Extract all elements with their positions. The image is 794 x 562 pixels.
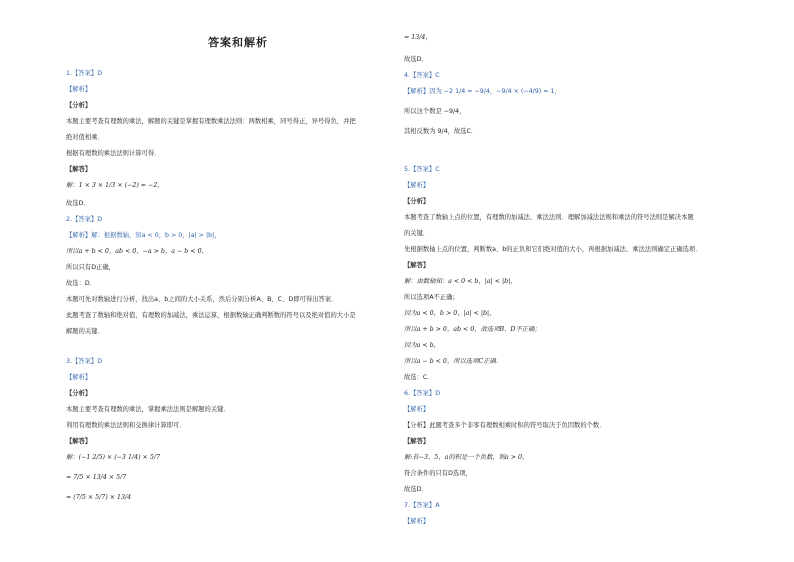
right-text-line: 先根据数轴上点的位置，判断数a、b的正负和它们绝对值的大小，再根据加减法、乘法法则确定正确选项． <box>404 246 702 253</box>
right-text-line: 【分析】此题考查多个非零有理数相乘时积的符号取决于负因数的个数． <box>404 422 606 429</box>
left-text-line: 【解析】解：根据数轴，知a < 0，b > 0，|a| > |b|， <box>66 232 221 239</box>
left-text-line: 【分析】 <box>66 390 92 397</box>
left-text-line: 故选D． <box>66 200 90 207</box>
right-text-line: 解：由数轴知：a < 0 < b，|a| < |b|， <box>404 278 517 285</box>
left-text-line: 利用有理数的乘法法则和交换律计算即可． <box>66 422 186 429</box>
left-text-line: = (7/5 × 5/7) × 13/4 <box>66 494 132 501</box>
right-text-line: 所以这个数是 −9/4， <box>404 108 466 115</box>
left-text-line: 解题的关键． <box>66 328 104 335</box>
left-text-line: 【解答】 <box>66 166 92 173</box>
right-text-line: 所以选项A不正确； <box>404 294 459 301</box>
left-text-line: 解：1 × 3 × 1/3 × (−2) = −2， <box>66 182 164 189</box>
right-text-line: 因为a < b， <box>404 342 440 349</box>
right-text-line: 4.【答案】C <box>404 72 440 79</box>
left-text-line: 本题主要考查有理数的乘法，解题的关键是掌握有理数乘法法则：两数相乘，同号得正，异号得负，并把 <box>66 118 356 125</box>
right-text-line: 故选D． <box>404 486 428 493</box>
left-text-line: 本题主要考查有理数的乘法，掌握乘法法则是解题的关键． <box>66 406 230 413</box>
left-text-line: 所以a + b < 0，ab < 0，−a > b，a − b < 0， <box>66 248 208 255</box>
right-text-line: 【分析】 <box>404 198 430 205</box>
left-text-line: 1.【答案】D <box>66 70 103 77</box>
left-text-line: 绝对值相乘． <box>66 134 104 141</box>
right-text-line: 所以a − b < 0，所以选项C正确． <box>404 358 503 365</box>
left-text-line: 【分析】 <box>66 102 92 109</box>
left-text-line: 故选：D． <box>66 280 97 287</box>
right-text-line: 解:若−3、5、a的积是一个负数，则a > 0， <box>404 454 529 461</box>
right-text-line: 其相反数为 9/4，故选C． <box>404 128 478 135</box>
right-text-line: 【解答】 <box>404 262 430 269</box>
left-text-line: 所以只有D正确， <box>66 264 115 271</box>
right-text-line: 6.【答案】D <box>404 390 441 397</box>
left-text-line: 根据有理数的乘法法则计算可得． <box>66 150 161 157</box>
left-text-line: 3.【答案】D <box>66 358 103 365</box>
left-text-line: = 7/5 × 13/4 × 5/7 <box>66 474 127 481</box>
right-text-line: 【解答】 <box>404 438 430 445</box>
right-text-line: 本题考查了数轴上点的位置，有理数的加减法、乘法法则．理解加减法法则和乘法的符号法则是解决本题 <box>404 214 694 221</box>
right-text-line: 因为a < 0，b > 0，|a| < |b|， <box>404 310 496 317</box>
right-text-line: 【解析】因为 −2 1/4 = −9/4，−9/4 × (−4/9) = 1， <box>404 88 561 95</box>
right-text-line: 所以a + b > 0，ab < 0，故选项B、D不正确； <box>404 326 541 333</box>
right-text-line: 5.【答案】C <box>404 166 440 173</box>
left-text-line: 【解答】 <box>66 438 92 445</box>
left-text-line: 【解析】 <box>66 374 92 381</box>
right-text-line: 【解析】 <box>404 406 430 413</box>
right-text-line: 7.【答案】A <box>404 502 440 509</box>
left-text-line: 【解析】 <box>66 86 92 93</box>
right-text-line: = 13/4， <box>404 34 432 41</box>
right-text-line: 【解析】 <box>404 182 430 189</box>
left-text-line: 此题考查了数轴和绝对值，有理数的加减法，乘法运算，根据数轴正确判断数的符号以及绝对值的大小是 <box>66 312 356 319</box>
right-text-line: 故选：C． <box>404 374 434 381</box>
right-text-line: 的关键． <box>404 230 430 237</box>
left-text-line: 2.【答案】D <box>66 216 103 223</box>
page-title: 答案和解析 <box>208 36 268 49</box>
right-text-line: 故选D． <box>404 56 428 63</box>
left-text-line: 解：(−1 2/5) × (−3 1/4) × 5/7 <box>66 454 160 461</box>
left-text-line: 本题可先对数轴进行分析，找出a、b之间的大小关系，然后分别分析A、B、C、D即可得出答案． <box>66 296 338 303</box>
right-text-line: 符合条件的只有D选项， <box>404 470 472 477</box>
right-text-line: 【解析】 <box>404 518 430 525</box>
